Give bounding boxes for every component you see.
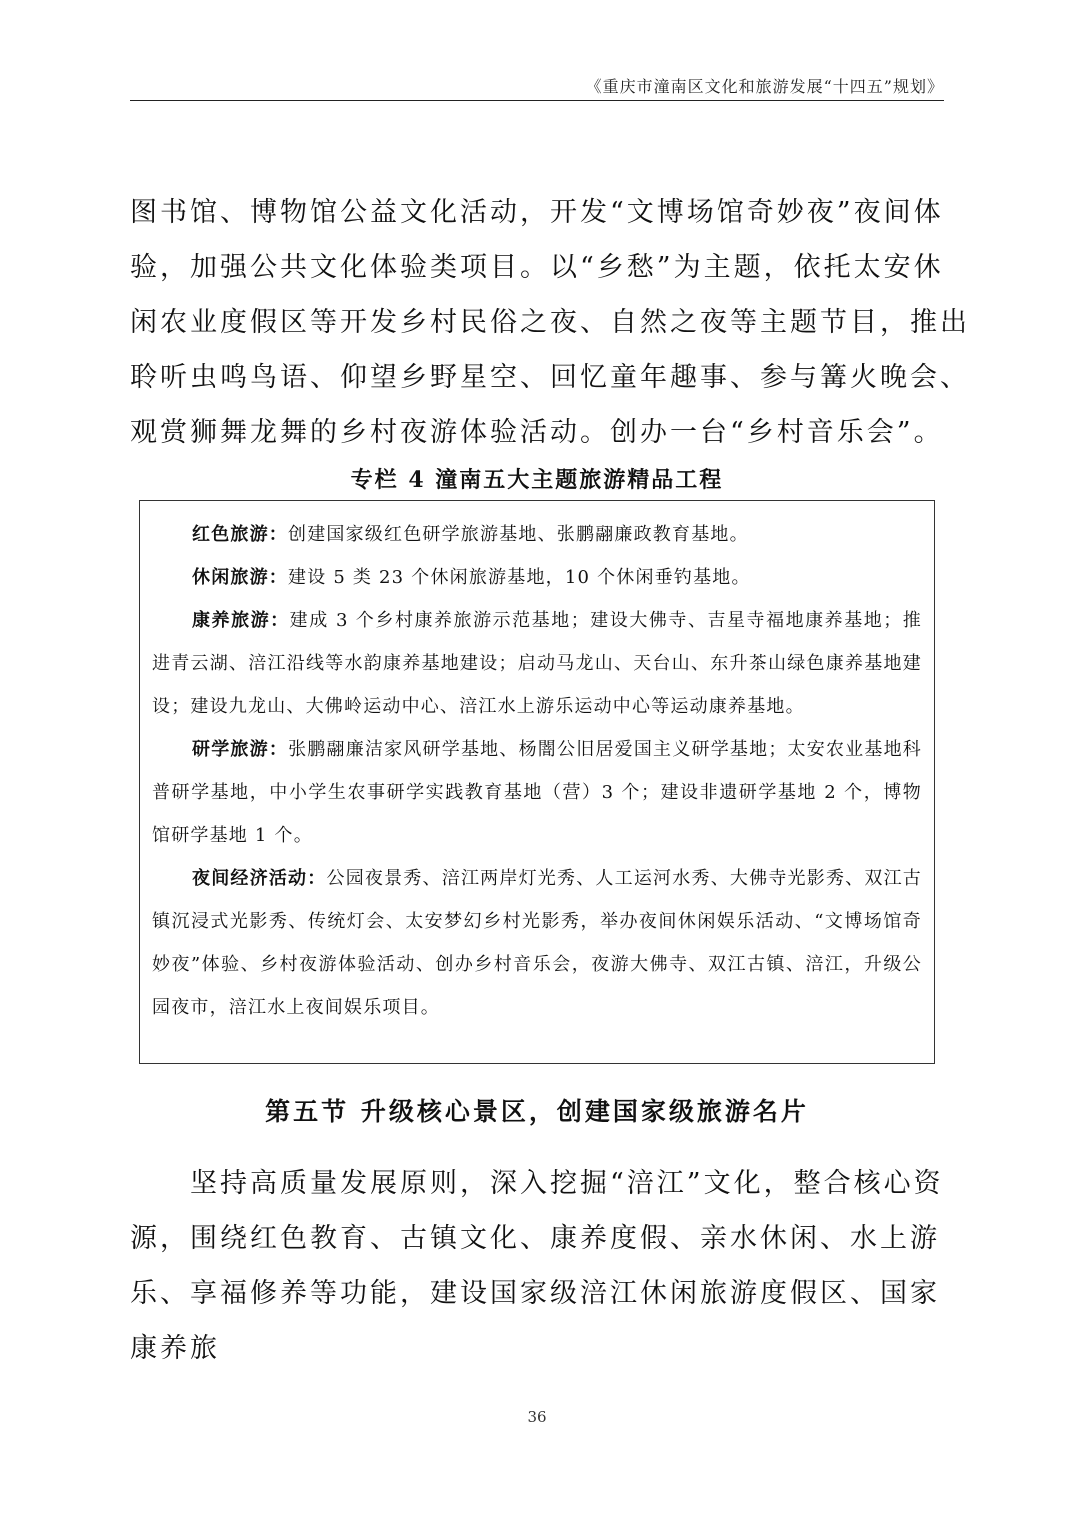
feature-item-text: 建成 3 个乡村康养旅游示范基地；建设大佛寺、吉星寺福地康养基地；推进青云湖、涪江沿线等水韵康养基地建设；启动马龙山、天台山、东升茶山绿色康养基地建设；建设九龙山、大佛岭运动中心、涪江水上游乐运动中心等运动康养基地。 [152,610,922,717]
feature-item-text: 公园夜景秀、涪江两岸灯光秀、人工运河水秀、大佛寺光影秀、双江古镇沉浸式光影秀、传统灯会、太安梦幻乡村光影秀，举办夜间休闲娱乐活动、“文博场馆奇妙夜”体验、乡村夜游体验活动、创办乡村音乐会，夜游大佛寺、双江古镇、涪江，升级公园夜市，涪江水上夜间娱乐项目。 [152,868,922,1018]
intro-line: 图书馆、博物馆公益文化活动，开发“文博场馆奇妙夜”夜间体 [130,197,944,228]
section-heading: 第五节 升级核心景区，创建国家级旅游名片 [265,1097,809,1126]
feature-item-label: 红色旅游： [192,524,288,545]
feature-item-label: 康养旅游： [192,610,290,631]
section-paragraph: 坚持高质量发展原则，深入挖掘“涪江”文化，整合核心资源，围绕红色教育、古镇文化、康养度假、亲水休闲、水上游乐、享福修养等功能，建设国家级涪江休闲旅游度假区、国家康养旅 [130,1168,944,1364]
intro-paragraph [130,185,970,460]
feature-item-wellness-tourism [152,599,922,728]
feature-box [139,500,935,1064]
feature-item-leisure-tourism [152,556,922,599]
page-header [130,73,944,101]
feature-item-text: 建设 5 类 23 个休闲旅游基地，10 个休闲垂钓基地。 [288,567,751,588]
feature-item-text: 创建国家级红色研学旅游基地、张鹏翮廉政教育基地。 [288,524,749,545]
feature-item-label: 研学旅游： [192,739,289,760]
feature-item-text: 张鹏翮廉洁家风研学基地、杨闇公旧居爱国主义研学基地；太安农业基地科普研学基地，中小学生农事研学实践教育基地（营）3 个；建设非遗研学基地 2 个，博物馆研学基地 1 个。 [152,739,922,846]
header-title: 《重庆市潼南区文化和旅游发展“十四五”规划》 [585,77,944,96]
feature-item-label: 夜间经济活动： [192,868,327,889]
feature-item-night-economy [152,857,922,1029]
intro-line: 观赏狮舞龙舞的乡村夜游体验活动。创办一台“乡村音乐会”。 [130,417,944,448]
intro-line: 闲农业度假区等开发乡村民俗之夜、自然之夜等主题节目，推出 [130,307,970,338]
feature-item-red-tourism [152,513,922,556]
intro-line: 验，加强公共文化体验类项目。以“乡愁”为主题，依托太安休 [130,252,944,283]
feature-item-study-tourism [152,728,922,857]
feature-item-label: 休闲旅游： [192,567,288,588]
page-number: 36 [527,1408,547,1426]
feature-box-title: 专栏 4 潼南五大主题旅游精品工程 [350,467,724,493]
intro-line: 聆听虫鸣鸟语、仰望乡野星空、回忆童年趣事、参与篝火晚会、 [130,362,970,393]
